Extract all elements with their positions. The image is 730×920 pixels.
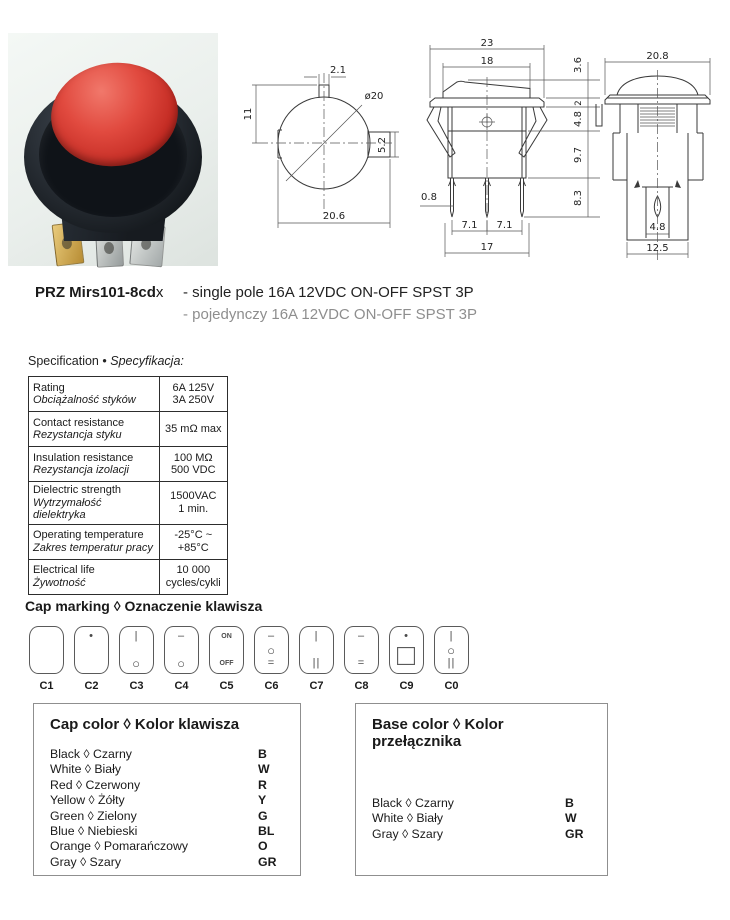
cap-code: C7 <box>309 680 324 692</box>
color-name: Orange ◊ Pomarańczowy <box>50 839 188 854</box>
spec-name-pl: Wytrzymałość dielektryka <box>33 496 102 521</box>
color-code: W <box>565 811 577 826</box>
list-item <box>372 796 591 811</box>
cap-glyph-c9 <box>389 626 424 674</box>
color-code: B <box>258 747 267 761</box>
spec-name-en: Contact resistance <box>33 416 125 429</box>
cap-symbol-top: • <box>89 630 94 642</box>
specification-heading-en: Specification <box>28 354 99 368</box>
drawing-front-view <box>420 35 605 265</box>
spec-name-en: Dielectric strength <box>33 484 122 496</box>
cap-option <box>343 626 380 692</box>
color-name: Black ◊ Czarny <box>50 747 132 761</box>
cap-code: C0 <box>444 680 459 692</box>
color-code: O <box>258 839 268 854</box>
cap-glyph-c2 <box>74 626 109 674</box>
color-code: BL <box>258 824 275 839</box>
dim-label-cap-h: 3.6 <box>573 57 584 73</box>
spec-value-line2: 3A 250V <box>172 394 215 406</box>
color-code: GR <box>258 854 277 869</box>
product-model-bold: PRZ Mirs101-8cd <box>35 284 156 301</box>
dim-label-pitch-l: 7.1 <box>461 220 478 231</box>
cap-glyph-c8 <box>344 626 379 674</box>
cap-symbol-bot: || <box>312 657 321 669</box>
spec-value-line1: 35 mΩ max <box>165 422 222 435</box>
spec-name-en: Electrical life <box>33 564 95 576</box>
table-row <box>29 447 228 482</box>
cap-glyph-c4 <box>164 626 199 674</box>
cap-symbol-mid: □ <box>396 639 417 672</box>
product-model <box>35 284 163 301</box>
table-row <box>29 377 228 412</box>
table-row <box>29 482 228 525</box>
dim-label-pin-w: 0.8 <box>421 192 437 203</box>
cap-symbol-top: – <box>357 630 366 642</box>
dim-label-height: 11 <box>243 107 254 121</box>
list-item <box>50 747 284 762</box>
product-photo <box>8 33 218 266</box>
dim-label-base: 12.5 <box>646 243 669 254</box>
spec-value-line1: -25°C ~ +85°C <box>174 529 213 554</box>
dim-label-flange: 2 <box>574 100 584 106</box>
color-code: G <box>258 808 268 823</box>
spec-value-line2: cycles/cykli <box>165 576 221 589</box>
color-name: Green ◊ Zielony <box>50 808 137 823</box>
table-row <box>29 559 228 594</box>
dim-label-pins: 8.3 <box>573 190 584 206</box>
cap-option <box>208 626 245 692</box>
cap-symbol-top: | <box>449 630 454 642</box>
spec-name-pl: Zakres temperatur pracy <box>33 541 153 554</box>
cap-option <box>73 626 110 692</box>
cap-glyph-c1 <box>29 626 64 674</box>
spec-value-line1: 1500VAC <box>170 490 217 503</box>
list-item <box>372 827 591 842</box>
spec-name-pl: Rezystancja styku <box>33 429 122 441</box>
cap-symbol-top: – <box>177 630 186 642</box>
dim-label-cap-width: 18 <box>480 56 494 67</box>
color-name: Red ◊ Czerwony <box>50 777 141 792</box>
cap-glyph-c0 <box>434 626 469 674</box>
cap-code: C6 <box>264 680 279 692</box>
cap-marking-heading: Cap marking ◊ Oznaczenie klawisza <box>25 598 263 614</box>
specification-table <box>28 376 228 595</box>
cap-symbol-bot: ○ <box>177 656 186 671</box>
cap-symbol-bot: = <box>357 657 366 669</box>
cap-symbol-bot: || <box>447 657 456 669</box>
spec-value-line1: 100 MΩ <box>173 451 213 464</box>
drawing-panel-cutout <box>240 45 404 243</box>
cap-symbol-bot: = <box>267 657 276 669</box>
specification-heading-pl: Specyfikacja: <box>110 354 184 368</box>
dim-label-total-width: 23 <box>480 38 494 49</box>
list-item <box>50 824 284 839</box>
dim-label-notch: 5.2 <box>377 137 388 153</box>
base-color-list <box>372 796 591 842</box>
dim-label-diameter: ø20 <box>364 91 384 102</box>
cap-code: C8 <box>354 680 369 692</box>
color-name: Black ◊ Czarny <box>372 796 454 810</box>
cap-option <box>433 626 470 692</box>
table-row <box>29 412 228 447</box>
product-description-en: - single pole 16A 12VDC ON-OFF SPST 3P <box>183 284 474 301</box>
cap-symbol-top: – <box>267 630 276 642</box>
spec-name-en: Rating <box>33 381 65 394</box>
list-item <box>50 793 284 808</box>
cap-symbol-bot: ○ <box>132 656 141 671</box>
product-model-suffix: x <box>155 284 164 301</box>
spec-value-line2: 500 VDC <box>170 464 216 476</box>
color-code: Y <box>258 793 267 808</box>
spec-value-line1: 10 000 <box>176 564 211 576</box>
cap-glyph-c5 <box>209 626 244 674</box>
cap-symbol-bot: OFF <box>219 660 234 667</box>
cap-color-list <box>50 747 284 870</box>
cap-color-box <box>33 703 301 876</box>
color-name: White ◊ Biały <box>372 811 443 826</box>
spec-value-line1: 6A 125V <box>172 381 215 394</box>
dim-label-body: 9.7 <box>573 147 584 163</box>
cap-marking-row <box>28 626 470 692</box>
dim-label-upper: 4.8 <box>573 111 584 127</box>
color-code: GR <box>565 826 584 841</box>
list-item <box>50 809 284 824</box>
color-name: White ◊ Biały <box>50 762 121 777</box>
specification-heading-sep: • <box>102 354 107 368</box>
cap-symbol-mid: ○ <box>447 642 456 658</box>
cap-code: C3 <box>129 680 144 692</box>
cap-symbol-top: • <box>404 630 409 642</box>
cap-option <box>388 626 425 692</box>
cap-symbol-top: ON <box>221 633 232 640</box>
cap-option <box>253 626 290 692</box>
cap-glyph-c7 <box>299 626 334 674</box>
color-code: B <box>565 796 574 810</box>
cap-symbol-mid: ○ <box>267 642 276 658</box>
cap-color-heading: Cap color ◊ Kolor klawisza <box>50 716 240 733</box>
color-code: W <box>258 762 270 777</box>
base-color-heading: Base color ◊ Kolor przełącznika <box>372 716 504 750</box>
cap-glyph-c3 <box>119 626 154 674</box>
spec-name-pl: Rezystancja izolacji <box>33 464 129 476</box>
spec-name-en: Insulation resistance <box>33 451 134 464</box>
spec-name-pl: Żywotność <box>33 576 86 589</box>
list-item <box>50 762 284 777</box>
dim-label-span: 17 <box>480 242 494 253</box>
color-name: Blue ◊ Niebieski <box>50 824 138 839</box>
cap-code: C1 <box>39 680 54 692</box>
dim-label-pitch-r: 7.1 <box>496 220 513 231</box>
spec-value-line2: 1 min. <box>178 502 209 515</box>
specification-heading <box>28 354 184 368</box>
dim-label-width: 20.8 <box>646 51 669 62</box>
cap-option <box>163 626 200 692</box>
dim-label-tab: 2.1 <box>330 65 346 76</box>
list-item <box>372 811 591 826</box>
dim-label-slot: 4.8 <box>649 222 666 233</box>
product-description-pl: - pojedynczy 16A 12VDC ON-OFF SPST 3P <box>183 306 478 323</box>
list-item <box>50 778 284 793</box>
spec-name-en: Operating temperature <box>33 529 144 541</box>
cap-code: C9 <box>399 680 414 692</box>
cap-option <box>298 626 335 692</box>
cap-option <box>118 626 155 692</box>
list-item <box>50 839 284 854</box>
cap-option <box>28 626 65 692</box>
color-name: Gray ◊ Szary <box>50 854 121 869</box>
cap-glyph-c6 <box>254 626 289 674</box>
cap-code: C2 <box>84 680 99 692</box>
dim-label-width: 20.6 <box>322 211 346 222</box>
cap-symbol-top: | <box>134 630 139 642</box>
table-row <box>29 524 228 559</box>
color-name: Yellow ◊ Żółty <box>50 793 125 808</box>
cap-code: C4 <box>174 680 189 692</box>
spec-name-pl: Obciążalność styków <box>33 394 136 406</box>
cap-symbol-top: | <box>314 630 319 642</box>
color-name: Gray ◊ Szary <box>372 826 443 841</box>
base-color-box <box>355 703 608 876</box>
color-code: R <box>258 777 267 792</box>
drawing-side-view <box>593 40 730 265</box>
cap-code: C5 <box>219 680 234 692</box>
list-item <box>50 855 284 870</box>
